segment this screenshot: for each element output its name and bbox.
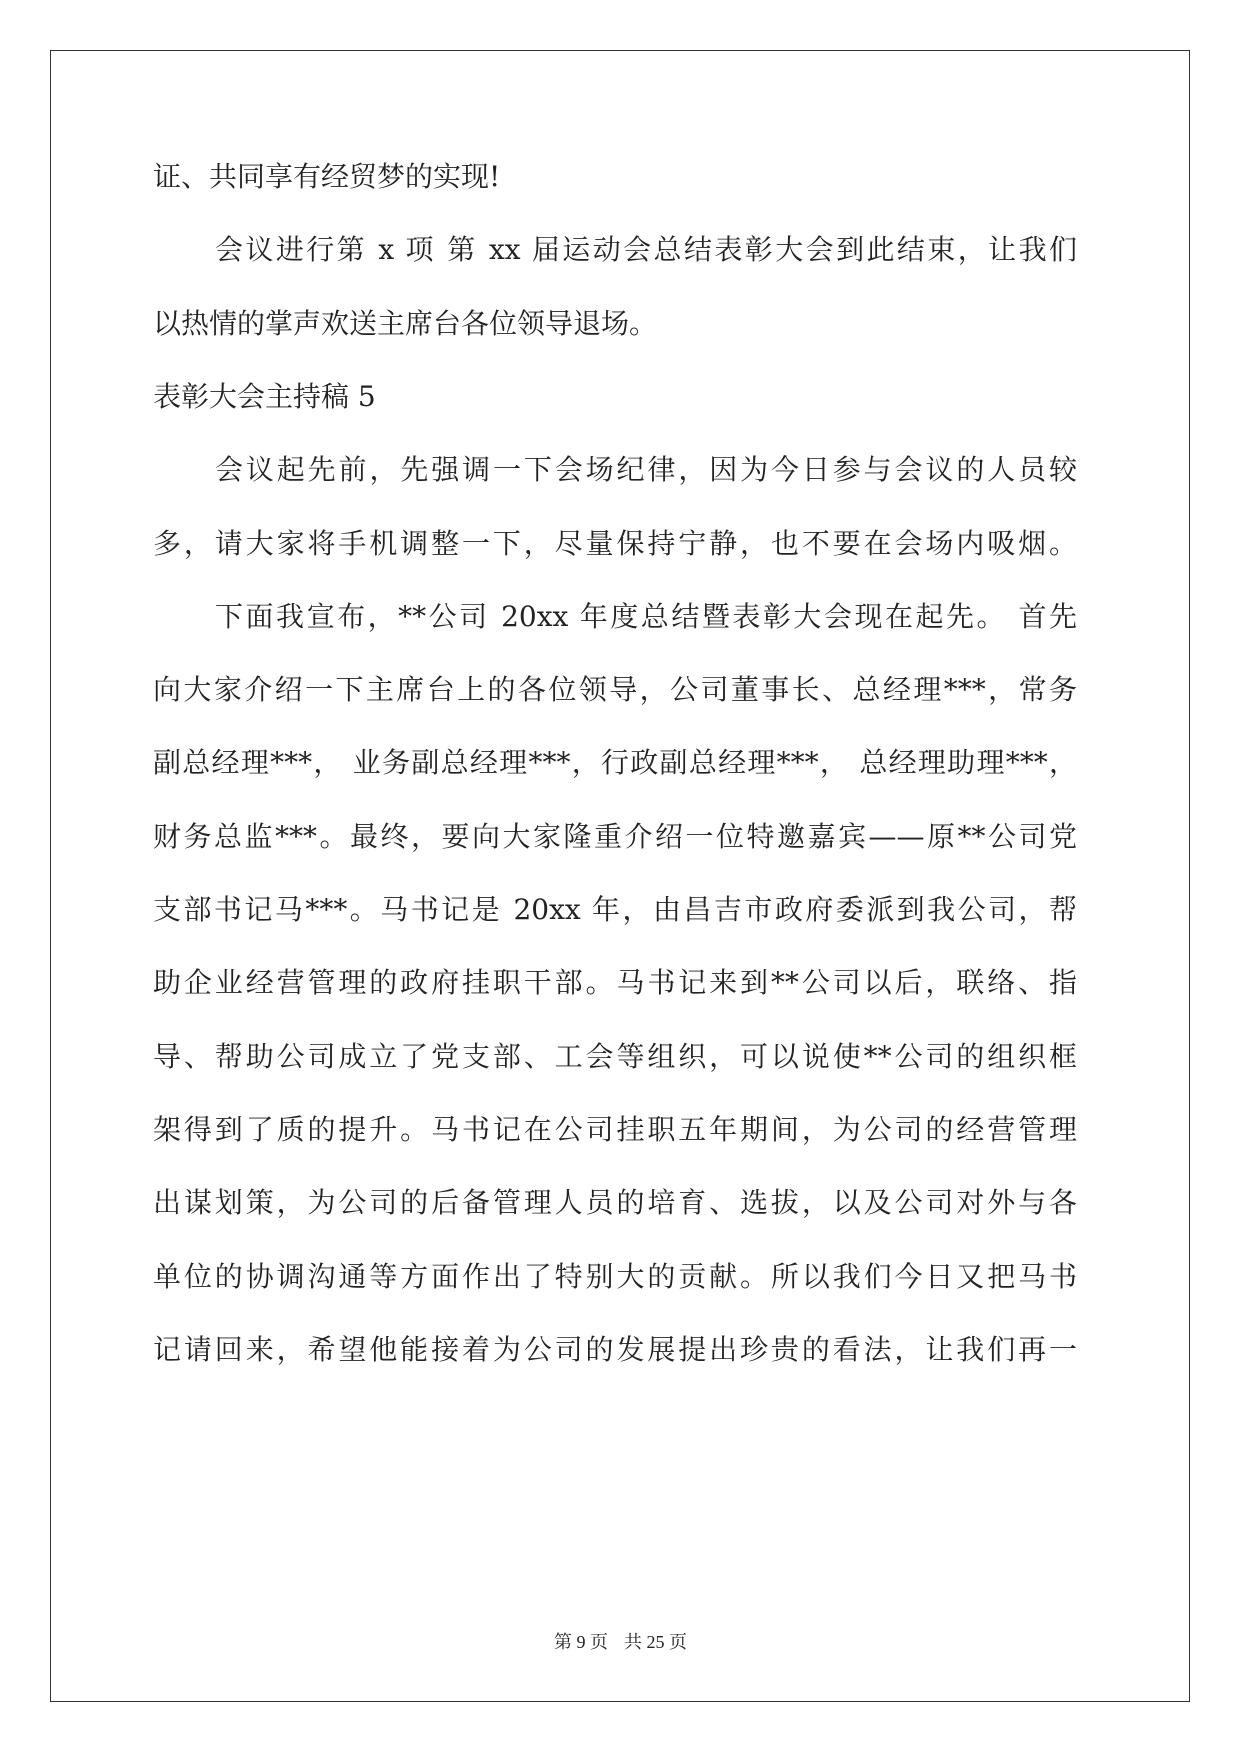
text-line-7: 下面我宣布，**公司 20xx 年度总结暨表彰大会现在起先。 首先 bbox=[215, 599, 1077, 633]
page-border bbox=[50, 50, 1190, 1702]
text-line-16: 单位的协调沟通等方面作出了特别大的贡献。所以我们今日又把马书 bbox=[153, 1259, 1077, 1293]
text-line-1: 证、共同享有经贸梦的实现! bbox=[153, 160, 501, 193]
text-line-6: 多，请大家将手机调整一下，尽量保持宁静，也不要在会场内吸烟。 bbox=[153, 526, 1077, 560]
text-line-2: 会议进行第 x 项 第 xx 届运动会总结表彰大会到此结束，让我们 bbox=[215, 233, 1077, 267]
text-line-12: 助企业经营管理的政府挂职干部。马书记来到**公司以后，联络、指 bbox=[153, 966, 1077, 1000]
text-line-11: 支部书记马***。马书记是 20xx 年，由昌吉市政府委派到我公司，帮 bbox=[153, 893, 1077, 926]
text-line-13: 导、帮助公司成立了党支部、工会等组织，可以说使**公司的组织框 bbox=[153, 1039, 1077, 1073]
page-number: 第 9 页 bbox=[554, 1632, 608, 1652]
text-line-10: 财务总监***。最终，要向大家隆重介绍一位特邀嘉宾——原**公司党 bbox=[153, 819, 1077, 853]
page-footer bbox=[0, 1628, 1241, 1654]
text-line-9: 副总经理***， 业务副总经理***，行政副总经理***， 总经理助理***， bbox=[153, 746, 1077, 780]
page-total: 共 25 页 bbox=[624, 1632, 687, 1652]
text-line-5: 会议起先前，先强调一下会场纪律，因为今日参与会议的人员较 bbox=[215, 453, 1077, 487]
section-heading: 表彰大会主持稿 5 bbox=[153, 379, 376, 413]
text-line-8: 向大家介绍一下主席台上的各位领导，公司董事长、总经理***，常务 bbox=[153, 673, 1077, 707]
text-line-14: 架得到了质的提升。马书记在公司挂职五年期间，为公司的经营管理 bbox=[153, 1112, 1077, 1146]
text-line-15: 出谋划策，为公司的后备管理人员的培育、选拔，以及公司对外与各 bbox=[153, 1186, 1077, 1220]
text-line-3: 以热情的掌声欢送主席台各位领导退场。 bbox=[153, 306, 658, 340]
text-line-17: 记请回来，希望他能接着为公司的发展提出珍贵的看法，让我们再一 bbox=[153, 1332, 1077, 1366]
